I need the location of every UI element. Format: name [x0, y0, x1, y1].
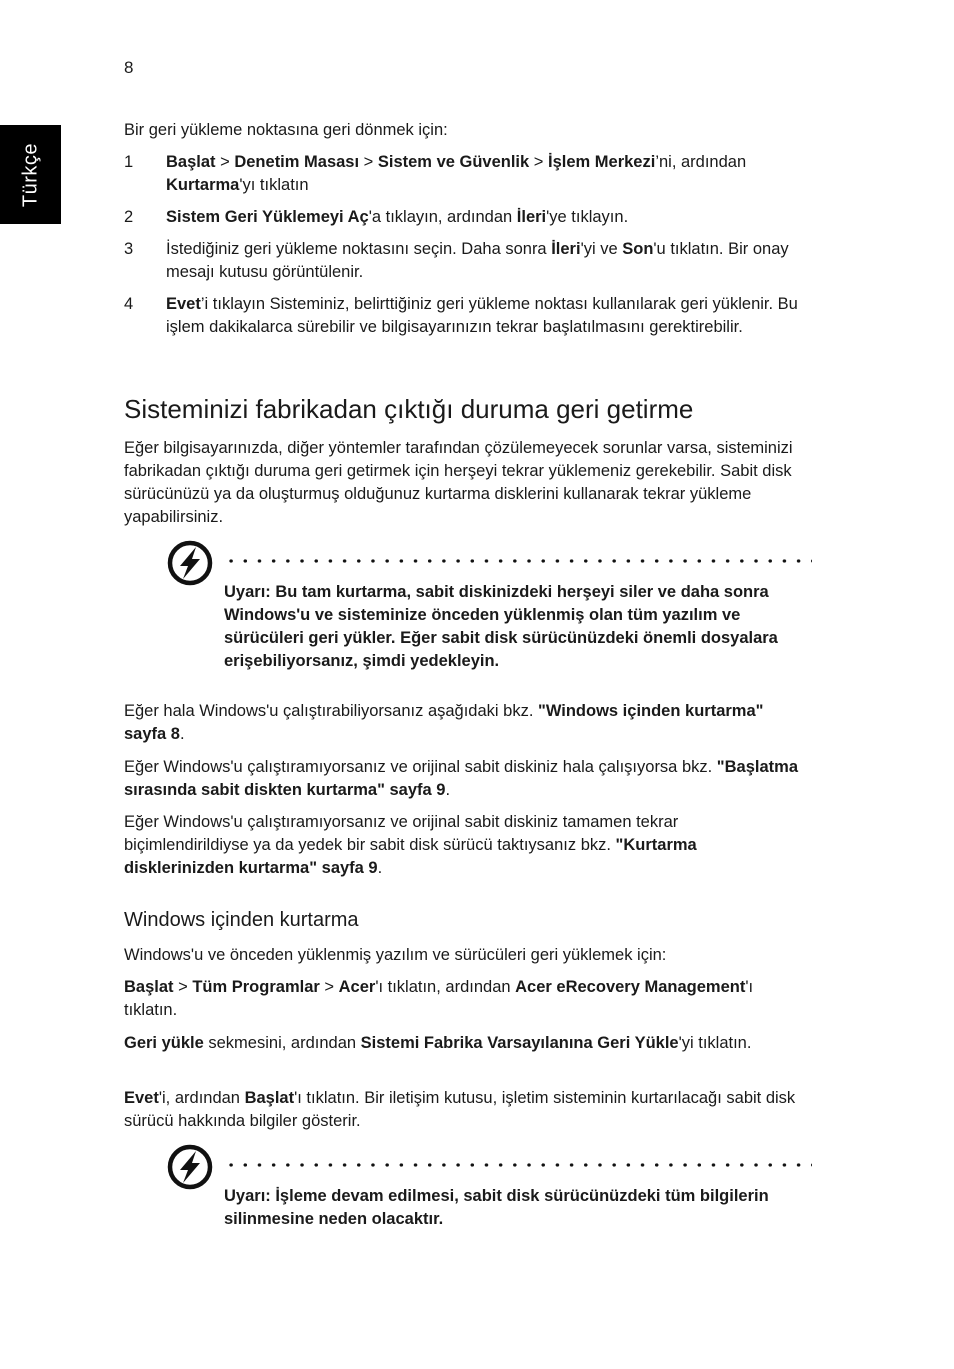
list-number: 1 [124, 153, 134, 171]
warning-lightning-icon [166, 539, 214, 587]
bold-term: Evet [166, 295, 201, 313]
bold-term: "Kurtarma disklerinizden kurtarma" sayfa 9 [124, 836, 697, 877]
intro-text: Bir geri yükleme noktasına geri dönmek için: [124, 121, 448, 139]
bold-term: Tüm Programlar [192, 978, 320, 996]
list-text: Evet’i tıklayın Sisteminiz, belirttiğiniz geri yükleme noktası kullanılarak geri yüklenir. Bu işlem dakikalarca sürebilir ve bilgisayarınızın tekrar başlatılmasını gerektirebilir. [166, 295, 798, 336]
bold-term: "Windows içinden kurtarma" sayfa 8 [124, 702, 764, 743]
warning-divider [224, 1163, 812, 1167]
list-text: İstediğiniz geri yükleme noktasını seçin. Daha sonra İleri'yi ve Son'u tıklatın. Bir onay mesajı kutusu görüntülenir. [166, 240, 789, 281]
language-tab [0, 125, 61, 224]
warning-lightning-icon [166, 1143, 214, 1191]
list-item [124, 293, 814, 339]
subsection-intro: Windows'u ve önceden yüklenmiş yazılım ve sürücüleri geri yüklemek için: [124, 946, 667, 964]
bold-term: İleri [516, 208, 547, 226]
list-number: 2 [124, 208, 134, 226]
warning-divider [224, 559, 812, 563]
list-item [124, 238, 814, 284]
bold-term: Sistem Geri Yüklemeyi Aç [166, 208, 369, 226]
bold-term: Acer eRecovery Management [515, 978, 746, 996]
bold-term: Sistem ve Güvenlik [377, 153, 530, 171]
bold-term: Denetim Masası [234, 153, 360, 171]
reference-paragraph: Eğer Windows'u çalıştıramıyorsanız ve orijinal sabit diskiniz tamamen tekrar biçimlendirildiyse ya da yedek bir sabit disk sürücü taktıysanız bkz. "Kurtarma disklerinizden kurtarma" sayfa 9. [124, 813, 697, 877]
page-number: 8 [124, 58, 134, 77]
language-tab-label: Türkçe [19, 142, 41, 207]
bold-term: İleri [551, 240, 581, 258]
reference-paragraph: Eğer Windows'u çalıştıramıyorsanız ve orijinal sabit diskiniz hala çalışıyorsa bkz. "Başlatma sırasında sabit diskten kurtarma" sayfa 9. [124, 758, 798, 799]
bold-term: Kurtarma [166, 176, 240, 194]
list-number: 4 [124, 295, 134, 313]
list-item [124, 206, 814, 229]
bold-term: Evet [124, 1089, 159, 1107]
reference-paragraph: Eğer hala Windows'u çalıştırabiliyorsanız aşağıdaki bkz. "Windows içinden kurtarma" sayfa 8. [124, 702, 764, 743]
instruction-paragraph: Geri yükle sekmesini, ardından Sistemi Fabrika Varsayılanına Geri Yükle'yi tıklatın. [124, 1034, 752, 1052]
instruction-paragraph: Başlat > Tüm Programlar > Acer'ı tıklatın, ardından Acer eRecovery Management'ı tıklatın. [124, 978, 754, 1019]
bold-term: "Başlatma sırasında sabit diskten kurtarma" sayfa 9 [124, 758, 798, 799]
bold-term: Geri yükle [124, 1034, 204, 1052]
warning-text: Uyarı: İşleme devam edilmesi, sabit disk sürücünüzdeki tüm bilgilerin silinmesine neden olacaktır. [224, 1187, 769, 1228]
bold-term: Sistemi Fabrika Varsayılanına Geri Yükle [360, 1034, 679, 1052]
list-text: Sistem Geri Yüklemeyi Aç'a tıklayın, ardından İleri'ye tıklayın. [166, 208, 629, 226]
section-title: Sisteminizi fabrikadan çıktığı duruma geri getirme [124, 394, 694, 424]
section-paragraph: Eğer bilgisayarınızda, diğer yöntemler tarafından çözülemeyecek sorunlar varsa, sisteminizi fabrikadan çıktığı duruma geri getirmek için herşeyi tekrar yüklemeniz gerekebilir. Sabit disk sürücünüzü ya da oluşturmuş olduğunuz kurtarma disklerini kullanarak tekrar yükleme yapabilirsiniz. [124, 439, 793, 526]
bold-term: Son [622, 240, 654, 258]
subsection-title: Windows içinden kurtarma [124, 909, 359, 931]
list-number: 3 [124, 240, 134, 258]
bold-term: Başlat [124, 978, 174, 996]
warning-text: Uyarı: Bu tam kurtarma, sabit diskinizdeki herşeyi siler ve daha sonra Windows'u ve sisteminize önceden yüklenmiş olan tüm yazılım ve sürücüleri geri yükler. Eğer sabit disk sürücünüzdeki önemli dosyalara erişebiliyorsanız, şimdi yedekleyin. [224, 583, 778, 670]
list-text: Başlat > Denetim Masası > Sistem ve Güvenlik > İşlem Merkezi’ni, ardından Kurtarma'yı tıklatın [166, 153, 747, 194]
bold-term: Başlat [166, 153, 216, 171]
bold-term: İşlem Merkezi [548, 153, 656, 171]
list-item [124, 151, 814, 197]
instruction-paragraph: Evet'i, ardından Başlat'ı tıklatın. Bir iletişim kutusu, işletim sisteminin kurtarılacağı sabit disk sürücü hakkında bilgiler gösterir. [124, 1089, 796, 1130]
bold-term: Acer [338, 978, 376, 996]
bold-term: Başlat [244, 1089, 295, 1107]
